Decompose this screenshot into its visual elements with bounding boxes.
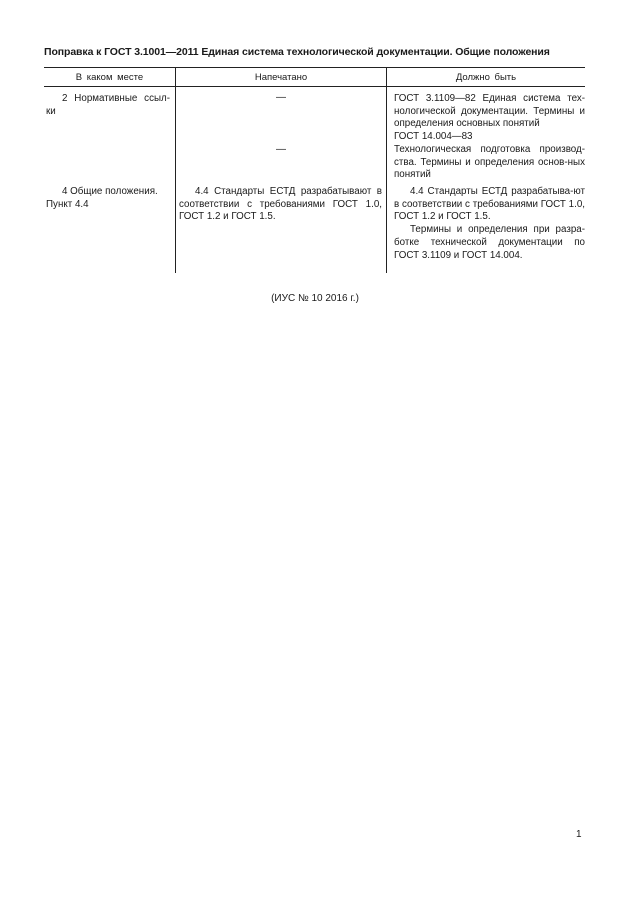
row2-place (46, 186, 172, 211)
footer-issue-ref: (ИУС № 10 2016 г.) (271, 293, 359, 304)
document-title: Поправка к ГОСТ 3.1001—2011 Единая система технологической документации. Общие положения (44, 46, 550, 58)
row1-printed-dash-1: — (276, 92, 286, 103)
row2-printed: 4.4 Стандарты ЕСТД разрабатывают в соответствии с требованиями ГОСТ 1.0, ГОСТ 1.2 и ГОСТ 1.5. (179, 186, 382, 223)
row1-printed-dash-2: — (276, 144, 286, 155)
row1-correct-line-1: ГОСТ 3.1109—82 Единая система тех-нологической документации. Термины и определения основных понятий (394, 93, 585, 130)
row1-place-text: 2 Нормативные ссыл-ки (46, 93, 170, 117)
row2-place-text: 4 Общие положения. Пункт 4.4 (46, 186, 158, 210)
row2-correct (394, 186, 585, 262)
row1-place (46, 93, 170, 118)
column-divider-2 (386, 67, 387, 273)
row1-correct-line-2: ГОСТ 14.004—83 (394, 131, 473, 143)
table-header-rule (44, 86, 585, 87)
row2-correct-para-1: 4.4 Стандарты ЕСТД разрабатыва-ют в соответствии с требованиями ГОСТ 1.0, ГОСТ 1.2 и ГОСТ 1.5. (394, 186, 585, 223)
header-place: В каком месте (75, 72, 144, 83)
row1-correct (394, 93, 585, 182)
page-number: 1 (576, 829, 582, 840)
table-top-rule (44, 67, 585, 68)
header-correct: Должно быть (455, 72, 517, 83)
row2-correct-para-2: Термины и определения при разра-ботке технической документации по ГОСТ 3.1109 и ГОСТ 14.004. (394, 224, 585, 261)
header-printed: Напечатано (254, 72, 308, 83)
row1-correct-line-3: Технологическая подготовка производ-ства. Термины и определения основ-ных понятий (394, 143, 585, 181)
